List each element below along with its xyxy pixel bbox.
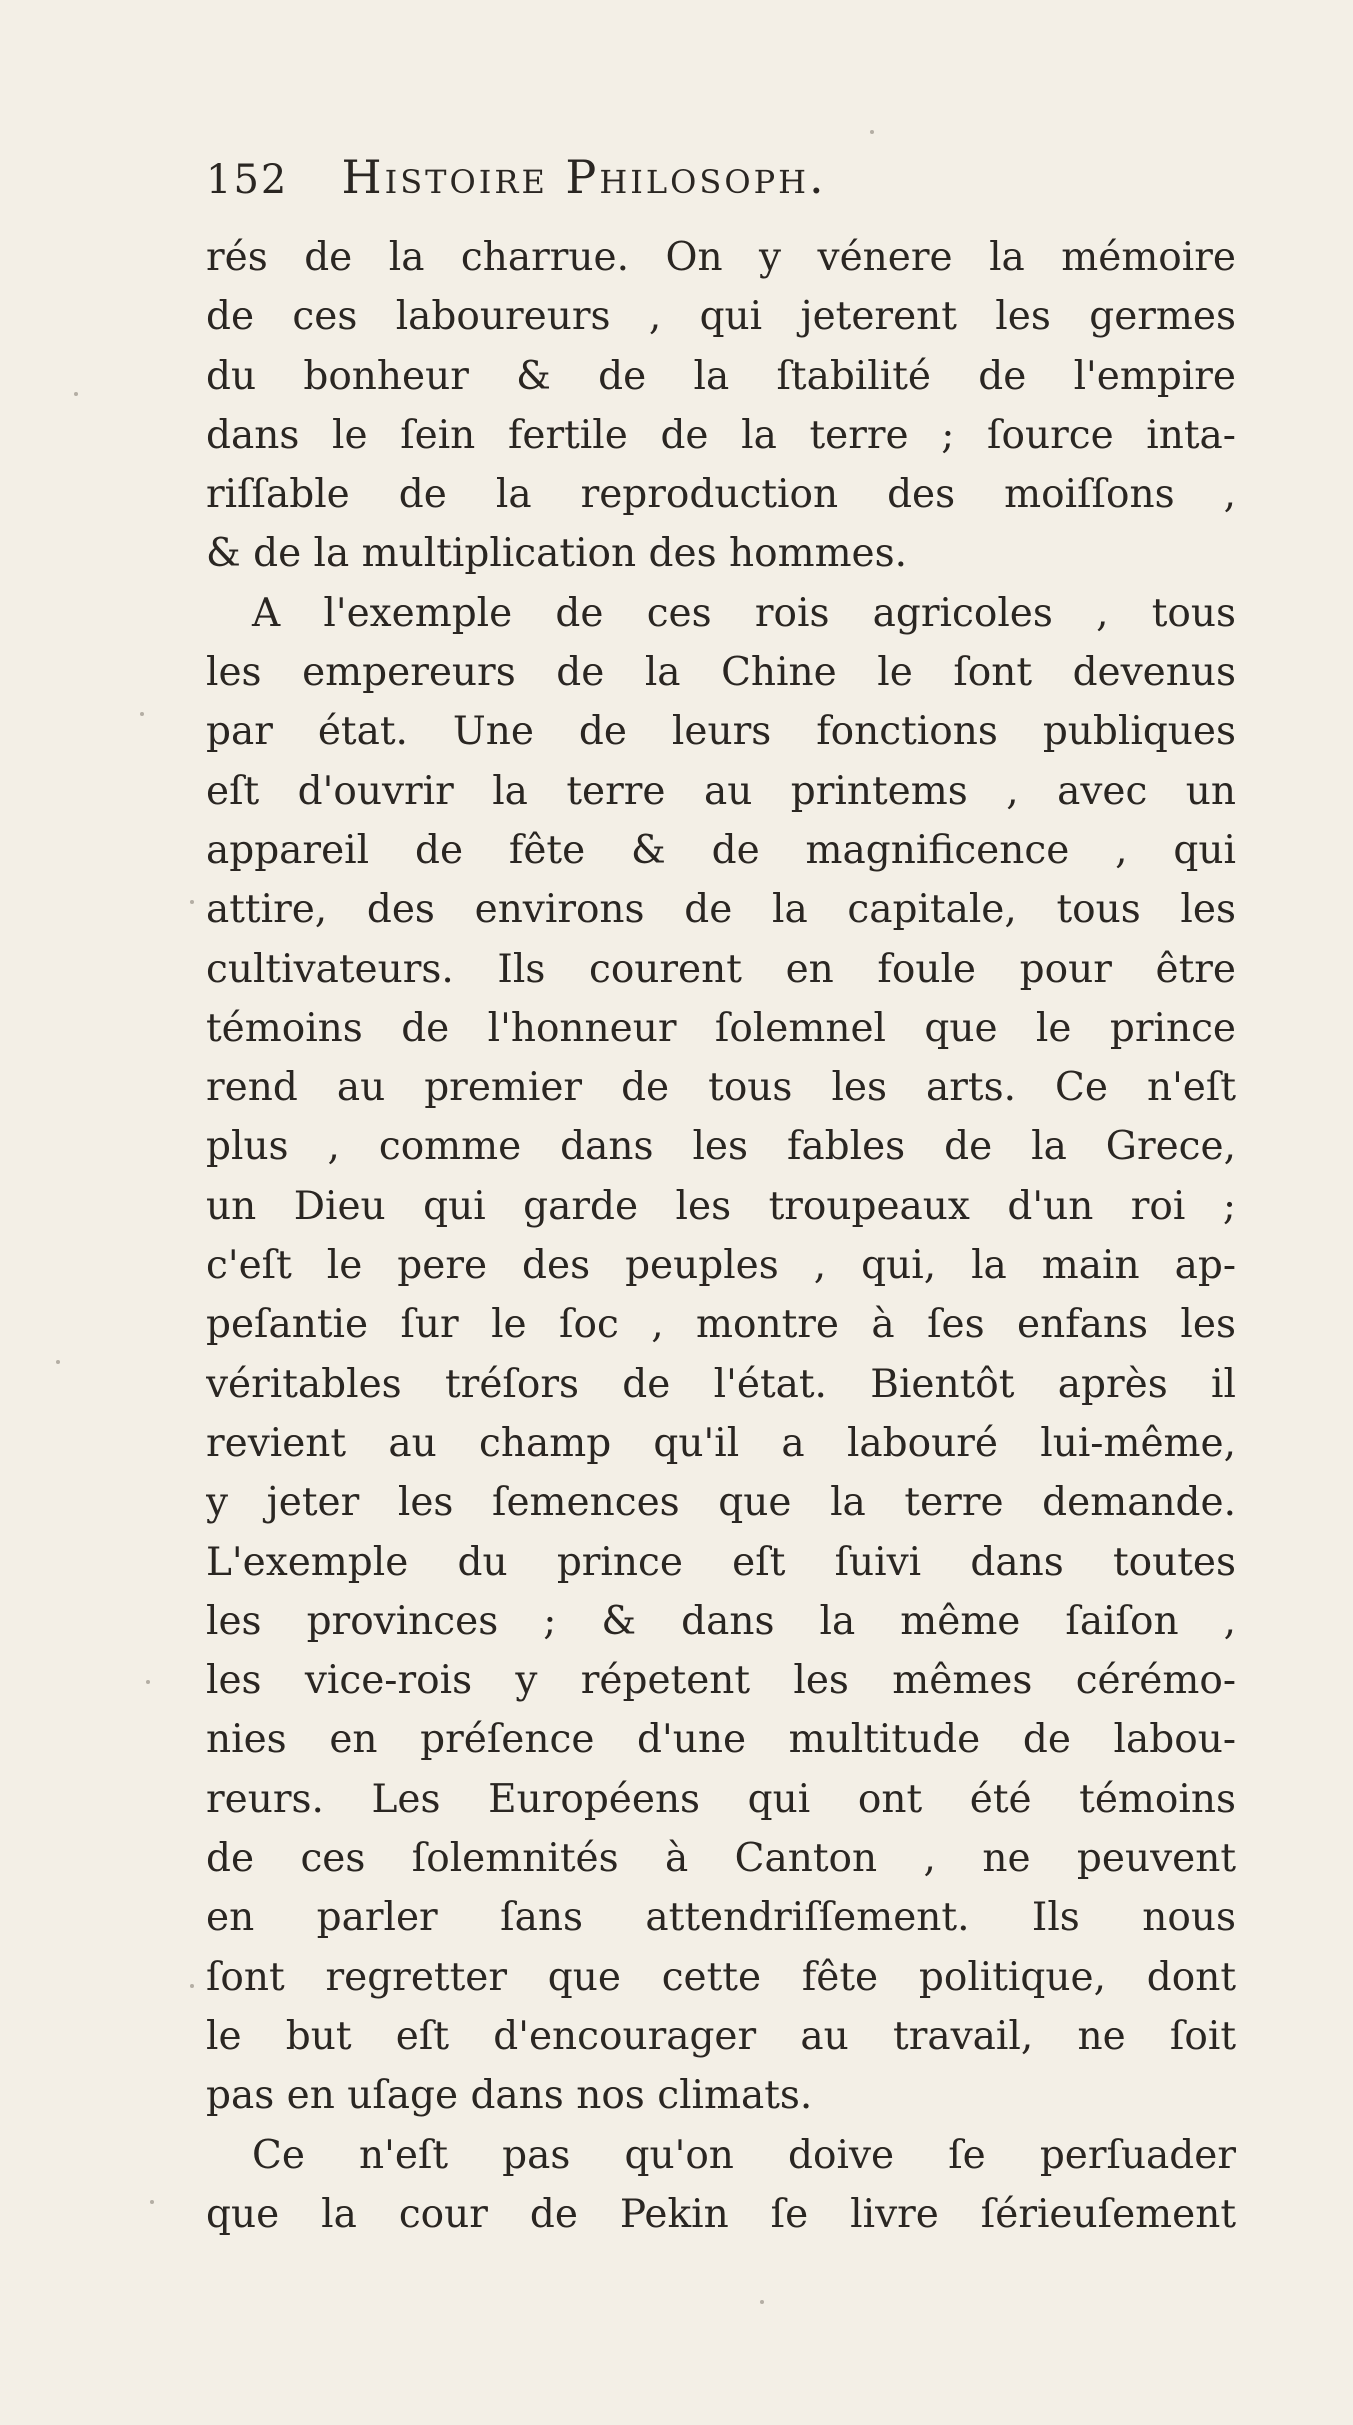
paper-speck — [150, 2200, 154, 2204]
text-line: les vice-rois y répetent les mêmes cérémo- — [206, 1658, 1236, 1704]
text-line: de ces laboureurs , qui jeterent les germes — [206, 294, 1236, 340]
paper-speck — [74, 392, 78, 396]
text-line: L'exemple du prince eſt ſuivi dans toutes — [206, 1539, 1236, 1585]
paper-speck — [870, 130, 874, 134]
text-line: appareil de fête & de magnificence , qui — [206, 827, 1236, 873]
page-number: 152 — [206, 157, 289, 203]
text-line: de ces ſolemnités à Canton , ne peuvent — [206, 1836, 1236, 1882]
text-line: eſt d'ouvrir la terre au printems , avec un — [206, 768, 1236, 814]
paper-speck — [56, 1360, 60, 1364]
text-line: y jeter les ſemences que la terre demande. — [206, 1480, 1236, 1526]
text-line: par état. Une de leurs fonctions publiques — [206, 709, 1236, 755]
text-line: témoins de l'honneur ſolemnel que le prince — [206, 1005, 1236, 1051]
text-line: dans le ſein fertile de la terre ; ſource inta- — [206, 412, 1236, 458]
text-line: A l'exemple de ces rois agricoles , tous — [252, 590, 1236, 636]
text-line: revient au champ qu'il a labouré lui-même, — [206, 1420, 1236, 1466]
page-header — [206, 150, 827, 210]
text-line: c'eſt le pere des peuples , qui, la main ap- — [206, 1243, 1236, 1289]
paper-speck — [190, 1984, 194, 1988]
text-line: ſont regretter que cette fête politique, dont — [206, 1954, 1236, 2000]
paper-speck — [190, 900, 194, 904]
text-line: véritables tréſors de l'état. Bientôt après il — [206, 1361, 1236, 1407]
text-line: le but eſt d'encourager au travail, ne ſoit — [206, 2013, 1236, 2059]
text-line: du bonheur & de la ſtabilité de l'empire — [206, 353, 1236, 399]
text-line: plus , comme dans les fables de la Grece, — [206, 1124, 1236, 1170]
text-line: attire, des environs de la capitale, tous les — [206, 887, 1236, 933]
text-line: rend au premier de tous les arts. Ce n'eſt — [206, 1065, 1236, 1111]
text-line: que la cour de Pekin ſe livre ſérieuſement — [206, 2191, 1236, 2237]
paper-speck — [146, 1680, 150, 1684]
text-line: Ce n'eſt pas qu'on doive ſe perſuader — [252, 2132, 1236, 2178]
text-line: les provinces ; & dans la même ſaiſon , — [206, 1598, 1236, 1644]
text-line: riſſable de la reproduction des moiſſons , — [206, 472, 1236, 518]
text-line: pas en uſage dans nos climats. — [206, 2073, 813, 2119]
text-line: nies en préſence d'une multitude de labou- — [206, 1717, 1236, 1763]
text-line: en parler ſans attendriſſement. Ils nous — [206, 1895, 1236, 1941]
body-text — [206, 228, 1236, 2244]
text-line: rés de la charrue. On y vénere la mémoire — [206, 235, 1236, 280]
paper-speck — [140, 712, 144, 716]
text-line: & de la multiplication des hommes. — [206, 531, 908, 577]
text-line: les empereurs de la Chine le ſont devenus — [206, 650, 1236, 696]
text-line: un Dieu qui garde les troupeaux d'un roi ; — [206, 1183, 1236, 1229]
paper-speck — [760, 2300, 764, 2304]
running-head: Histoire Philosoph. — [341, 150, 827, 204]
text-line: cultivateurs. Ils courent en foule pour être — [206, 946, 1236, 992]
text-line: peſantie ſur le ſoc , montre à ſes enfans les — [206, 1302, 1236, 1348]
text-line: reurs. Les Européens qui ont été témoins — [206, 1776, 1236, 1822]
